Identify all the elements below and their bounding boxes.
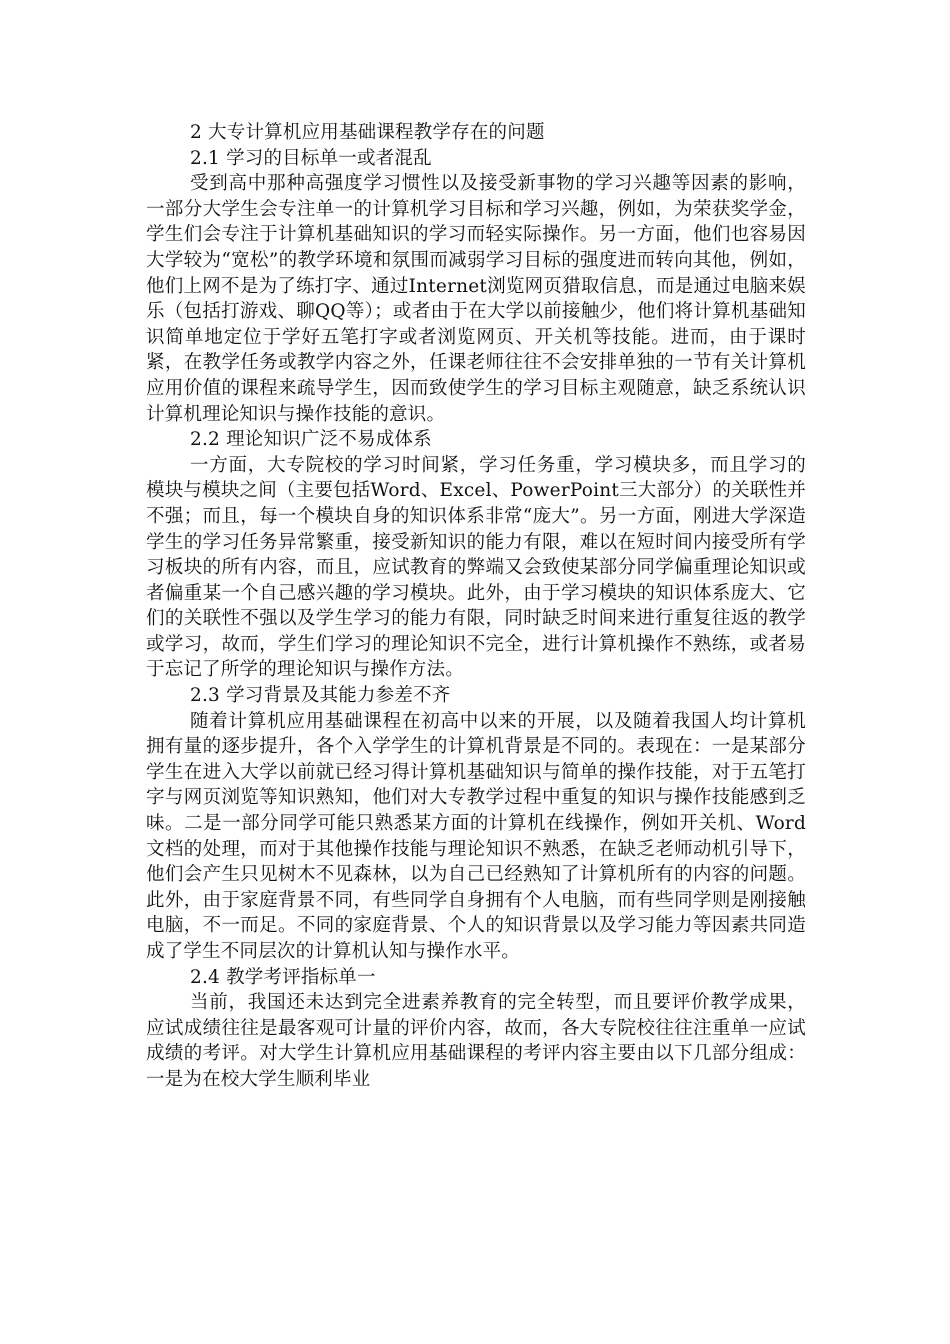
subsection-heading-2-1: 2.1 学习的目标单一或者混乱	[190, 147, 432, 169]
paragraph-2-3: 随着计算机应用基础课程在初高中以来的开展，以及随着我国人均计算机拥有量的逐步提升，各个入学学生的计算机背景是不同的。表现在：一是某部分学生在进入大学以前就已经习得计算机基础知识与简单的操作技能，对于五笔打字与网页浏览等知识熟知，他们对大专教学过程中重复的知识与操作技能感到乏味。二是一部分同学可能只熟悉某方面的计算机在线操作，例如开关机、Word文档的处理，而对于其他操作技能与理论知识不熟悉，在缺乏老师动机引导下，他们会产生只见树木不见森林，以为自己已经熟知了计算机所有的内容的问题。此外，由于家庭背景不同，有些同学自身拥有个人电脑，而有些同学则是刚接触电脑，不一而足。不同的家庭背景、个人的知识背景以及学习能力等因素共同造成了学生不同层次的计算机认知与操作水平。	[146, 710, 806, 962]
section-title: 2 大专计算机应用基础课程教学存在的问题	[190, 122, 545, 143]
document-page	[146, 120, 806, 1093]
subsection-heading-2-3: 2.3 学习背景及其能力参差不齐	[190, 685, 451, 707]
paragraph-2-4: 当前，我国还未达到完全进素养教育的完全转型，而且要评价教学成果，应试成绩往往是最客观可计量的评价内容，故而，各大专院校往往注重单一应试成绩的考评。对大学生计算机应用基础课程的考评内容主要由以下几部分组成：一是为在校大学生顺利毕业	[146, 992, 806, 1090]
paragraph-2-1: 受到高中那种高强度学习惯性以及接受新事物的学习兴趣等因素的影响，一部分大学生会专注单一的计算机学习目标和学习兴趣，例如，为荣获奖学金，学生们会专注于计算机基础知识的学习而轻实际操作。另一方面，他们也容易因大学较为“宽松”的教学环境和氛围而减弱学习目标的强度进而转向其他，例如，他们上网不是为了练打字、通过Internet浏览网页猎取信息，而是通过电脑来娱乐（包括打游戏、聊QQ等）；或者由于在大学以前接触少，他们将计算机基础知识简单地定位于学好五笔打字或者浏览网页、开关机等技能。进而，由于课时紧，在教学任务或教学内容之外，任课老师往往不会安排单独的一节有关计算机应用价值的课程来疏导学生，因而致使学生的学习目标主观随意，缺乏系统认识计算机理论知识与操作技能的意识。	[146, 173, 806, 425]
paragraph-2-2: 一方面，大专院校的学习时间紧，学习任务重，学习模块多，而且学习的模块与模块之间（主要包括Word、Excel、PowerPoint三大部分）的关联性并不强；而且，每一个模块自身的知识体系非常“庞大”。另一方面，刚进大学深造学生的学习任务异常繁重，接受新知识的能力有限，难以在短时间内接受所有学习板块的所有内容，而且，应试教育的弊端又会致使某部分同学偏重理论知识或者偏重某一个自己感兴趣的学习模块。此外，由于学习模块的知识体系庞大、它们的关联性不强以及学生学习的能力有限，同时缺乏时间来进行重复往返的教学或学习，故而，学生们学习的理论知识不完全，进行计算机操作不熟练，或者易于忘记了所学的理论知识与操作方法。	[146, 454, 806, 681]
subsection-heading-2-4: 2.4 教学考评指标单一	[190, 966, 376, 988]
subsection-heading-2-2: 2.2 理论知识广泛不易成体系	[190, 429, 432, 451]
